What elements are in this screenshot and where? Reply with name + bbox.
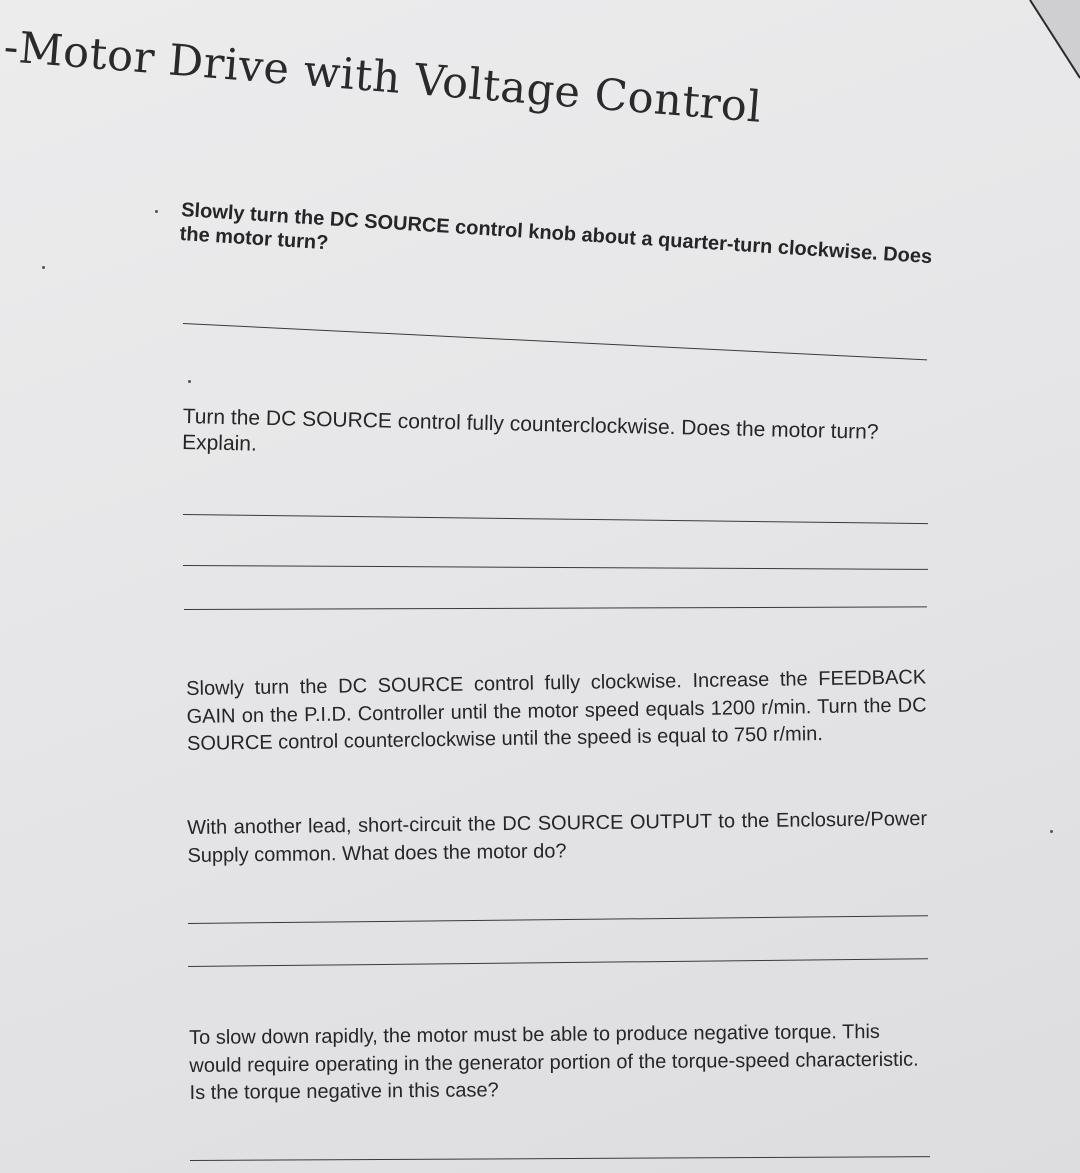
page-corner-shadow <box>1000 0 1080 80</box>
answer-line[interactable] <box>188 958 928 967</box>
answer-line[interactable] <box>183 514 928 524</box>
speck <box>188 380 191 383</box>
question-1: Slowly turn the DC SOURCE control knob about a quarter-turn clockwise. Does the motor turn? <box>179 198 933 269</box>
worksheet-title: -Motor Drive with Voltage Control <box>1 22 764 133</box>
speck <box>155 210 158 213</box>
answer-line[interactable] <box>183 323 927 360</box>
speck <box>1050 830 1053 833</box>
answer-line[interactable] <box>190 1156 930 1161</box>
instruction-3: Slowly turn the DC SOURCE control fully clockwise. Increase the FEEDBACK GAIN on the P.I.D. Controller until the motor speed equals 1200 r/min. Turn the DC SOURCE control counterclockwise until the speed is equal to 750 r/min. <box>186 666 927 756</box>
speck <box>42 266 45 269</box>
question-5: To slow down rapidly, the motor must be able to produce negative torque. This would require operating in the generator portion of the torque-speed characteristic. Is the torque negative in this case? <box>189 1020 919 1105</box>
answer-line[interactable] <box>183 565 928 570</box>
question-2: Turn the DC SOURCE control fully counterclockwise. Does the motor turn? Explain. <box>181 404 879 456</box>
answer-line[interactable] <box>184 606 927 610</box>
question-4: With another lead, short-circuit the DC SOURCE OUTPUT to the Enclosure/Power Supply common. What does the motor do? <box>187 807 928 867</box>
answer-line[interactable] <box>188 915 928 924</box>
